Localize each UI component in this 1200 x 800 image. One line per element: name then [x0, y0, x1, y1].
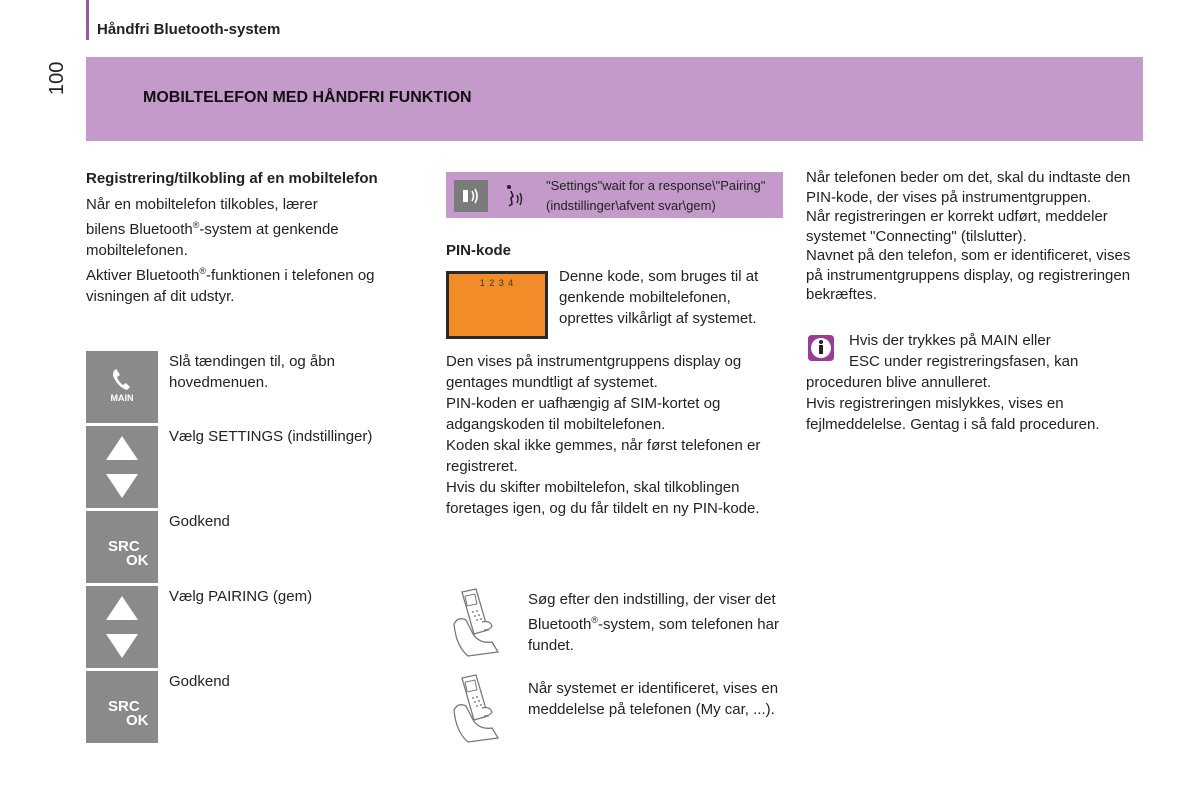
title-banner: [86, 57, 1143, 141]
hand-holding-phone-icon: [448, 586, 518, 658]
up-down-arrows-icon: [86, 586, 158, 668]
phone-step-1-text: Søg efter den indstilling, der viser det Bluetooth®-system, som telefonen har fundet.: [528, 591, 779, 654]
voice-command-text: "Settings"wait for a response\"Pairing" (indstillinger\afvent svar\gem): [546, 178, 766, 213]
speaking-head-icon: [502, 182, 530, 212]
ok-label: OK: [126, 552, 149, 569]
arrow-down-icon: [106, 634, 138, 658]
main-button-label: MAIN: [110, 393, 134, 403]
step-4-text: Vælg PAIRING (gem): [169, 588, 313, 605]
pin-body-text: Den vises på instrumentgruppens display og gentages mundtligt af systemet. PIN-koden er uafhængig af SIM-kortet og adgangskoden til mobiltelefonen. Koden skal ikke gemmes, når først telefonen er registreret. Hvis du skifter mobiltelefon, skal tilkoblingen foretages igen, og du får tildelt en ny PIN-kode.: [446, 353, 761, 517]
step-3-text: Godkend: [169, 513, 230, 530]
header-accent-rule: [86, 0, 89, 40]
src-ok-button: [86, 671, 158, 743]
info-line-2: ESC under registreringsfasen, kan: [849, 353, 1079, 370]
src-label: SRC: [108, 538, 140, 555]
section-title: Håndfri Bluetooth-system: [97, 21, 281, 38]
main-button: [86, 351, 158, 423]
pin-display-image: [446, 271, 548, 339]
hand-holding-phone-icon: [448, 672, 518, 744]
pin-side-text: Denne kode, som bruges til at genkende mobiltelefonen, oprettes vilkårligt af systemet.: [559, 268, 759, 327]
step-2-text: Vælg SETTINGS (indstillinger): [169, 428, 373, 445]
info-rest-text: proceduren blive annulleret. Hvis registreringen mislykkes, vises en fejlmeddelelse. Gentag i så fald proceduren.: [806, 374, 1100, 433]
arrow-up-icon: [106, 436, 138, 460]
step-1-text: Slå tændingen til, og åbn hovedmenuen.: [169, 353, 335, 391]
arrow-down-icon: [106, 474, 138, 498]
phone-step-2-text: Når systemet er identificeret, vises en meddelelse på telefonen (My car, ...).: [528, 680, 779, 718]
src-ok-button: [86, 511, 158, 583]
voice-command-bar: [446, 172, 783, 218]
up-down-arrows-icon: [86, 426, 158, 508]
src-label: SRC: [108, 698, 140, 715]
right-paragraph: Når telefonen beder om det, skal du indtaste den PIN-kode, der vises på instrumentgruppen. Når registreringen er korrekt udført, meddeler systemet "Connecting" (tilslutter). Navnet på den telefon, som er identificeret, vises på instrumentgruppens display, og registreringen bekræftes.: [806, 169, 1131, 303]
arrow-up-icon: [106, 596, 138, 620]
phone-handset-icon: [108, 366, 136, 394]
ok-label: OK: [126, 712, 149, 729]
registration-intro: Når en mobiltelefon tilkobles, lærer bilens Bluetooth®-system at genkende mobiltelefonen. Aktiver Bluetooth®-funktionen i telefonen og visningen af dit udstyr.: [86, 196, 375, 305]
registration-heading: Registrering/tilkobling af en mobiltelefon: [86, 170, 378, 187]
info-line-1: Hvis der trykkes på MAIN eller: [849, 332, 1051, 349]
page-title: MOBILTELEFON MED HÅNDFRI FUNKTION: [143, 89, 472, 106]
pin-heading: PIN-kode: [446, 242, 512, 259]
pin-display-digits: 1 2 3 4: [479, 278, 515, 288]
voice-button-icon: [454, 180, 488, 212]
step-5-text: Godkend: [169, 673, 230, 690]
info-icon: [806, 333, 836, 363]
page-number: 100: [46, 61, 68, 95]
